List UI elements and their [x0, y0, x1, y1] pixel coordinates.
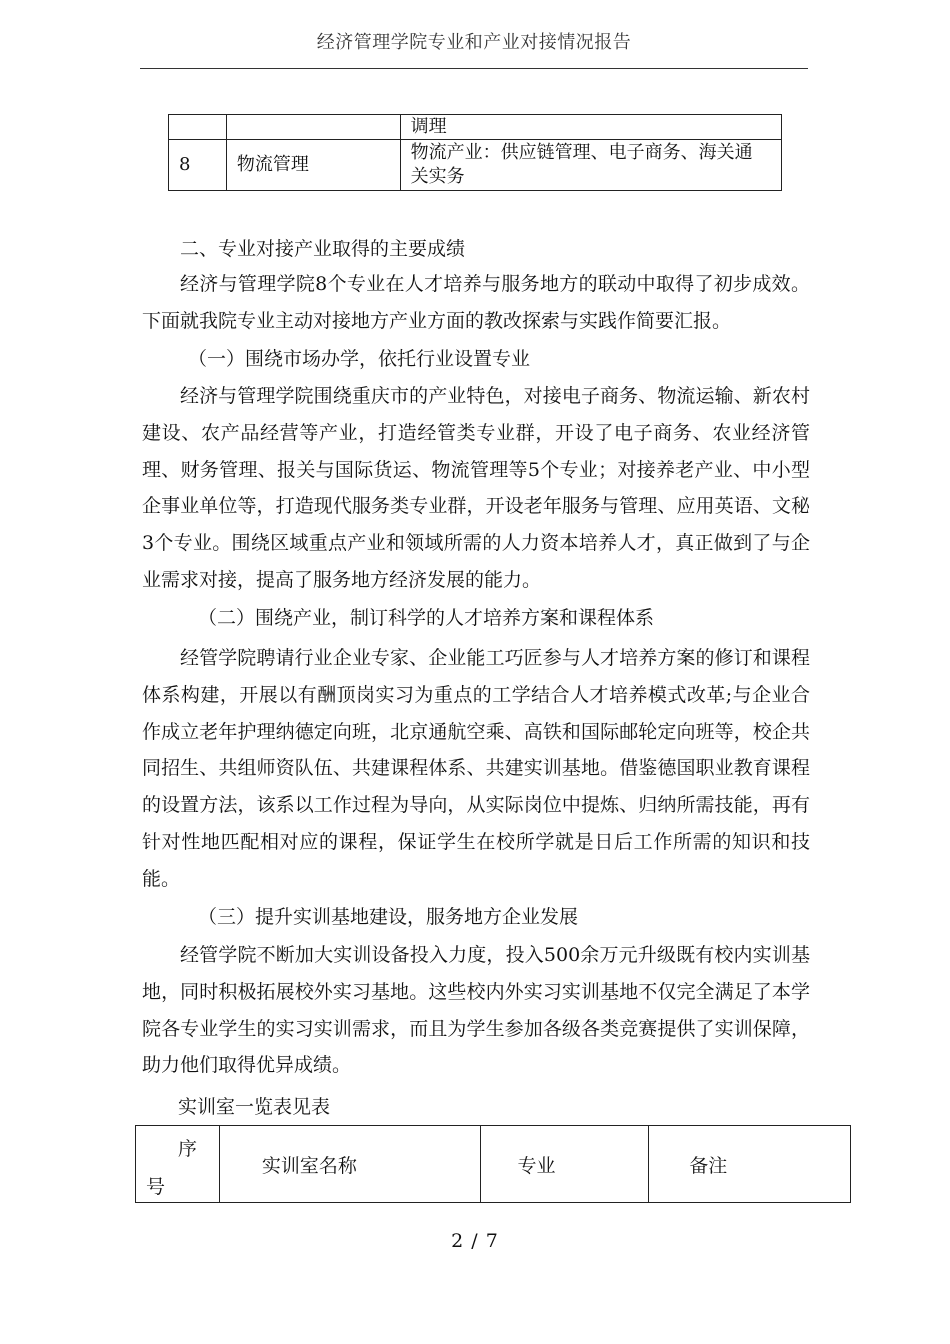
header-seq-bottom: 号 [146, 1176, 166, 1198]
subsection-body-2: 经管学院聘请行业企业专家、企业能工巧匠参与人才培养方案的修订和课程体系构建，开展以有酬顶岗实习为重点的工学结合人才培养模式改革;与企业合作成立老年护理纳德定向班，北京通航空乘、高铁和国际邮轮定向班等，校企共同招生、共组师资队伍、共建课程体系、共建实训基地。借鉴德国职业教育课程的设置方法，该系以工作过程为导向，从实际岗位中提炼、归纳所需技能，再有针对性地匹配相对应的课程，保证学生在校所学就是日后工作所需的知识和技能。 [142, 647, 810, 890]
section-heading: 二、专业对接产业取得的主要成绩 [180, 238, 466, 260]
table-cell [169, 115, 227, 140]
subsection-heading-2: （二）围绕产业，制订科学的人才培养方案和课程体系 [198, 607, 655, 629]
header-divider [140, 68, 808, 69]
industry-line: 关实务 [410, 166, 465, 187]
subsection-heading-1: （一）围绕市场办学，依托行业设置专业 [188, 348, 531, 370]
subsection-heading-3: （三）提升实训基地建设，服务地方企业发展 [198, 906, 579, 928]
header-cell-major: 专业 [481, 1126, 649, 1203]
table-caption: 实训室一览表见表 [178, 1096, 331, 1118]
page-header-title: 经济管理学院专业和产业对接情况报告 [316, 32, 632, 53]
header-cell-name: 实训室名称 [219, 1126, 481, 1203]
training-room-table [135, 1125, 851, 1203]
table-row [169, 140, 782, 191]
header-cell-seq [136, 1126, 220, 1203]
industry-line: 物流产业：供应链管理、电子商务、海关通 [410, 142, 753, 163]
table-header-row [136, 1126, 851, 1203]
page-number: 2 / 7 [451, 1230, 499, 1252]
subsection-body-3: 经管学院不断加大实训设备投入力度，投入500余万元升级既有校内实训基地，同时积极拓展校外实习基地。这些校内外实习实训基地不仅完全满足了本学院各专业学生的实习实训需求，而且为学生参加各级各类竞赛提供了实训保障，助力他们取得优异成绩。 [142, 944, 810, 1077]
header-seq-top: 序 [178, 1138, 198, 1160]
header-cell-note: 备注 [649, 1126, 851, 1203]
table-cell [226, 115, 400, 140]
table-row [169, 115, 782, 140]
table-cell-number: 8 [169, 140, 227, 191]
table-cell: 调理 [400, 115, 781, 140]
table-cell-industry [400, 140, 781, 191]
subsection-body-1: 经济与管理学院围绕重庆市的产业特色，对接电子商务、物流运输、新农村建设、农产品经营等产业，打造经管类专业群，开设了电子商务、农业经济管理、财务管理、报关与国际货运、物流管理等5个专业；对接养老产业、中小型企事业单位等，打造现代服务类专业群，开设老年服务与管理、应用英语、文秘 3个专业。围绕区域重点产业和领域所需的人力资本培养人才，真正做到了与企业需求对接，提高了服务地方经济发展的能力。 [142, 385, 810, 591]
intro-paragraph: 经济与管理学院8个专业在人才培养与服务地方的联动中取得了初步成效。下面就我院专业主动对接地方产业方面的教改探索与实践作简要汇报。 [142, 273, 810, 332]
major-industry-table-continued [168, 114, 782, 191]
table-cell-major: 物流管理 [226, 140, 400, 191]
